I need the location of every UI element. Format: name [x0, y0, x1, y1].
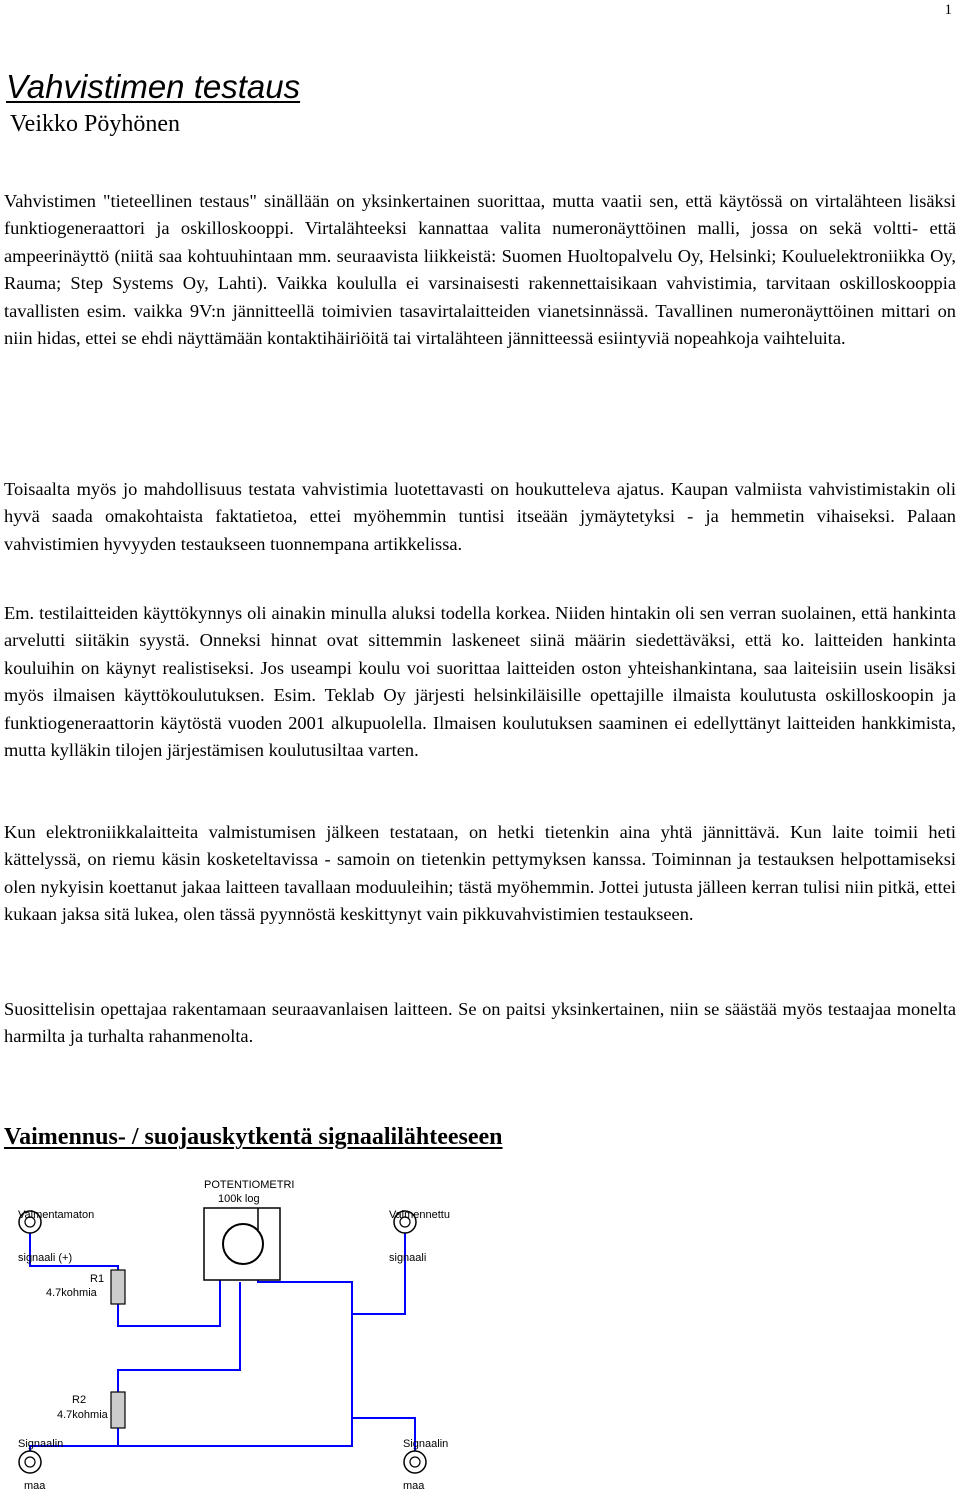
ground-right-label-maa: maa [403, 1480, 425, 1490]
ground-jack-right-icon [404, 1451, 426, 1473]
document-title: Vahvistimen testaus [6, 68, 301, 105]
ground-right-label: Signaalin [403, 1438, 449, 1450]
output-label: Vaimennettu [389, 1209, 450, 1221]
ground-left-label-maa: maa [24, 1480, 46, 1490]
r2-name: R2 [72, 1394, 87, 1406]
wire-pot-to-r2 [118, 1282, 240, 1392]
output-label-signal: signaali [389, 1252, 427, 1264]
wire-r1-to-pot [118, 1280, 220, 1326]
section-heading: Vaimennus- / suojauskytkentä signaalilähteeseen [4, 1124, 503, 1150]
r1-value: 4.7kohmia [46, 1287, 97, 1299]
resistor-r1-icon [111, 1270, 125, 1304]
ground-left-label: Signaalin [18, 1438, 64, 1450]
r1-name: R1 [90, 1273, 105, 1285]
paragraph-reliability: Toisaalta myös jo mahdollisuus testata vahvistimia luotettavasti on houkutteleva ajatus. Kaupan valmiista vahvistimistakin oli hyvä saada omakohtaista faktatietoa, ettei myöhemmin tuntisi itseään jymäytetyksi - ja hemmetin vihaiseksi. Palaan vahvistimien hyvyyden testaukseen tuonnempana artikkelissa. [4, 479, 956, 554]
paragraph-cost: Em. testilaitteiden käyttökynnys oli ainakin minulla aluksi todella korkea. Niiden hintakin oli sen verran suolainen, että hankinta arvelutti siitäkin syystä. Onneksi hinnat ovat sittemmin laskeneet siinä määrin siedettäväksi, että ko. laitteiden hankinta kouluihin on käynyt realistiseksi. Jos useampi koulu voi suorittaa laitteiden oston yhteishankintana, saa laiteisiin usein lisäksi myös ilmaisen käyttökoulutuksen. Esim. Teklab Oy järjesti helsinkiläisille opettajille ilmaista koulutusta oskilloskoopin ja funktiogeneraattorin käytöstä vuoden 2001 alkupuolella. Ilmaisen koulutuksen saaminen ei edellyttänyt laitteiden hankkimista, mutta kylläkin tilojen järjestämisen koulutusiltaa varten. [4, 603, 956, 761]
wire-ground-bus [30, 1418, 415, 1452]
attenuator-schematic [0, 1170, 960, 1490]
r2-value: 4.7kohmia [57, 1409, 108, 1421]
potentiometer-icon [204, 1208, 280, 1280]
paragraph-recommendation: Suosittelisin opettajaa rakentamaan seuraavanlaisen laitteen. Se on paitsi yksinkertainen, niin se säästää myös testaajaa monelta harmilta ja turhalta rahanmenolta. [4, 999, 956, 1047]
input-label-signal: signaali (+) [18, 1252, 73, 1264]
potentiometer-label: POTENTIOMETRI [204, 1179, 295, 1191]
potentiometer-value: 100k log [218, 1193, 260, 1205]
ground-jack-left-icon [19, 1451, 41, 1473]
paragraph-testing: Kun elektroniikkalaitteita valmistumisen jälkeen testataan, on hetki tietenkin aina yhtä jännittävä. Kun laite toimii heti kättelyssä, on riemu käsin kosketeltavissa - samoin on tietenkin pettymyksen kanssa. Toiminnan ja testauksen helpottamiseksi olen nykyisin koettanut jakaa laitteen tavallaan moduuleihin; tästä myöhemmin. Jottei jutusta jälleen kerran tulisi niin pitkä, ettei kukaan jaksa sitä lukea, olen tässä pyynnöstä keskittynyt vain pikkuvahvistimien testaukseen. [4, 822, 956, 925]
resistor-r2-icon [111, 1392, 125, 1428]
page-number: 1 [944, 2, 952, 18]
input-label: Vaimentamaton [18, 1209, 95, 1221]
paragraph-intro: Vahvistimen "tieteellinen testaus" sinällään on yksinkertainen suorittaa, mutta vaatii sen, että käytössä on virtalähteen lisäksi funktiogeneraattori ja oskilloskooppi. Virtalähteeksi kannattaa valita numeronäyttöinen malli, jossa on sekä voltti- että ampeerinäyttö (niitä saa kohtuuhintaan mm. seuraavista liikkeistä: Suomen Huoltopalvelu Oy, Helsinki; Kouluelektroniikka Oy, Rauma; Step Systems Oy, Lahti). Vaikka koululla ei varsinaisesti rakennettaisikaan vahvistimia, tarvitaan oskilloskooppia tavallisten esim. vaikka 9V:n jännitteellä toimivien tasavirtalaitteiden vianetsinnässä. Tavallinen numeronäyttöinen mittari on niin hidas, ettei se ehdi näyttämään kontaktihäiriöitä tai virtalähteen jännitteessä esiintyviä nopeahkoja vaihteluita. [4, 191, 956, 349]
author-name: Veikko Pöyhönen [10, 111, 180, 137]
